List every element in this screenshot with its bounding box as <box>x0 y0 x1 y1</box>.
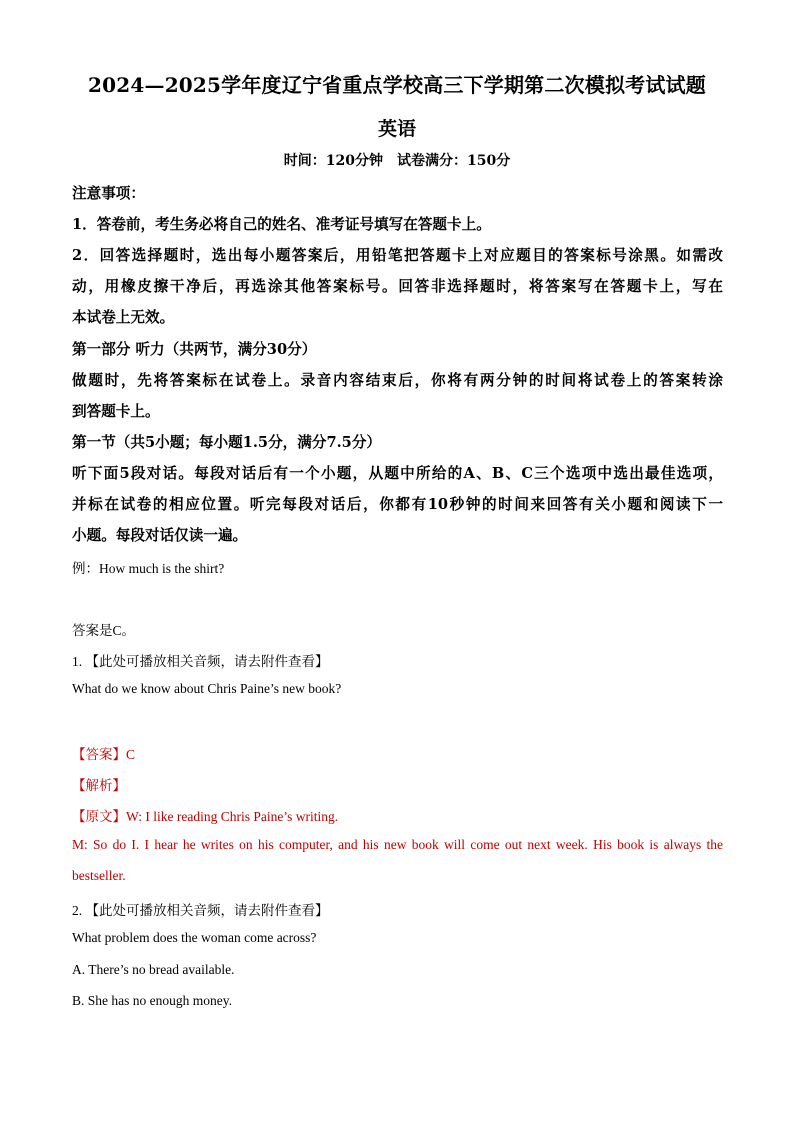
example-question: 例：How much is the shirt? <box>72 561 225 576</box>
exam-title: 2024—2025学年度辽宁省重点学校高三下学期第二次模拟考试试题 <box>88 73 706 97</box>
notes-heading: 注意事项： <box>72 185 145 202</box>
note-item-2: 2．回答选择题时，选出每小题答案后，用铅笔把答题卡上对应题目的答案标号涂黑。如需改 <box>72 247 723 264</box>
q1-analysis-label: 【解析】 <box>72 778 126 793</box>
q1-original-line-3: bestseller. <box>72 868 126 883</box>
section1-instructions-2: 并标在试卷的相应位置。听完每段对话后，你都有10秒钟的时间来回答有关小题和阅读下一 <box>72 496 723 513</box>
q1-answer <box>72 743 723 763</box>
exam-subject: 英语 <box>377 118 416 140</box>
q2-audio-note: 2. 【此处可播放相关音频，请去附件查看】 <box>72 903 329 918</box>
section1-instructions-3: 小题。每段对话仅读一遍。 <box>72 527 248 544</box>
example-answer: 答案是C。 <box>72 623 136 638</box>
exam-meta: 时间：120分钟 试卷满分：150分 <box>283 153 511 169</box>
q1-audio-note: 1. 【此处可播放相关音频，请去附件查看】 <box>72 654 329 669</box>
q1-question: What do we know about Chris Paine’s new book? <box>72 681 342 696</box>
section1-heading: 第一节（共5小题；每小题1.5分，满分7.5分） <box>72 434 382 451</box>
note-item-2-end: 本试卷上无效。 <box>72 309 175 326</box>
part1-heading: 第一部分 听力（共两节，满分30分） <box>72 341 317 358</box>
q1-original-label: 【原文】 <box>72 809 126 824</box>
q1-original-line-1: W: I like reading Chris Paine’s writing. <box>126 809 339 824</box>
note-item-1: 1．答卷前，考生务必将自己的姓名、准考证号填写在答题卡上。 <box>72 216 491 233</box>
q2-option-b: B. She has no enough money. <box>72 993 232 1008</box>
q2-question: What problem does the woman come across? <box>72 930 317 945</box>
section1-instructions-1: 听下面5段对话。每段对话后有一个小题，从题中所给的A、B、C三个选项中选出最佳选项， <box>72 465 723 482</box>
note-item-2-cont: 动，用橡皮擦干净后，再选涂其他答案标号。回答非选择题时，将答案写在答题卡上，写在 <box>72 278 723 295</box>
q1-answer-label: 【答案】 <box>72 747 126 762</box>
q1-original-line-2: M: So do I. I hear he writes on his computer, and his new book will come out next week. His book is always the <box>72 837 723 852</box>
part1-instructions-1: 做题时，先将答案标在试卷上。录音内容结束后，你将有两分钟的时间将试卷上的答案转涂 <box>72 372 723 389</box>
q1-original-1 <box>72 805 723 825</box>
part1-instructions-2: 到答题卡上。 <box>72 403 160 420</box>
q1-answer-value: C <box>126 747 136 762</box>
q2-option-a: A. There’s no bread available. <box>72 962 235 977</box>
